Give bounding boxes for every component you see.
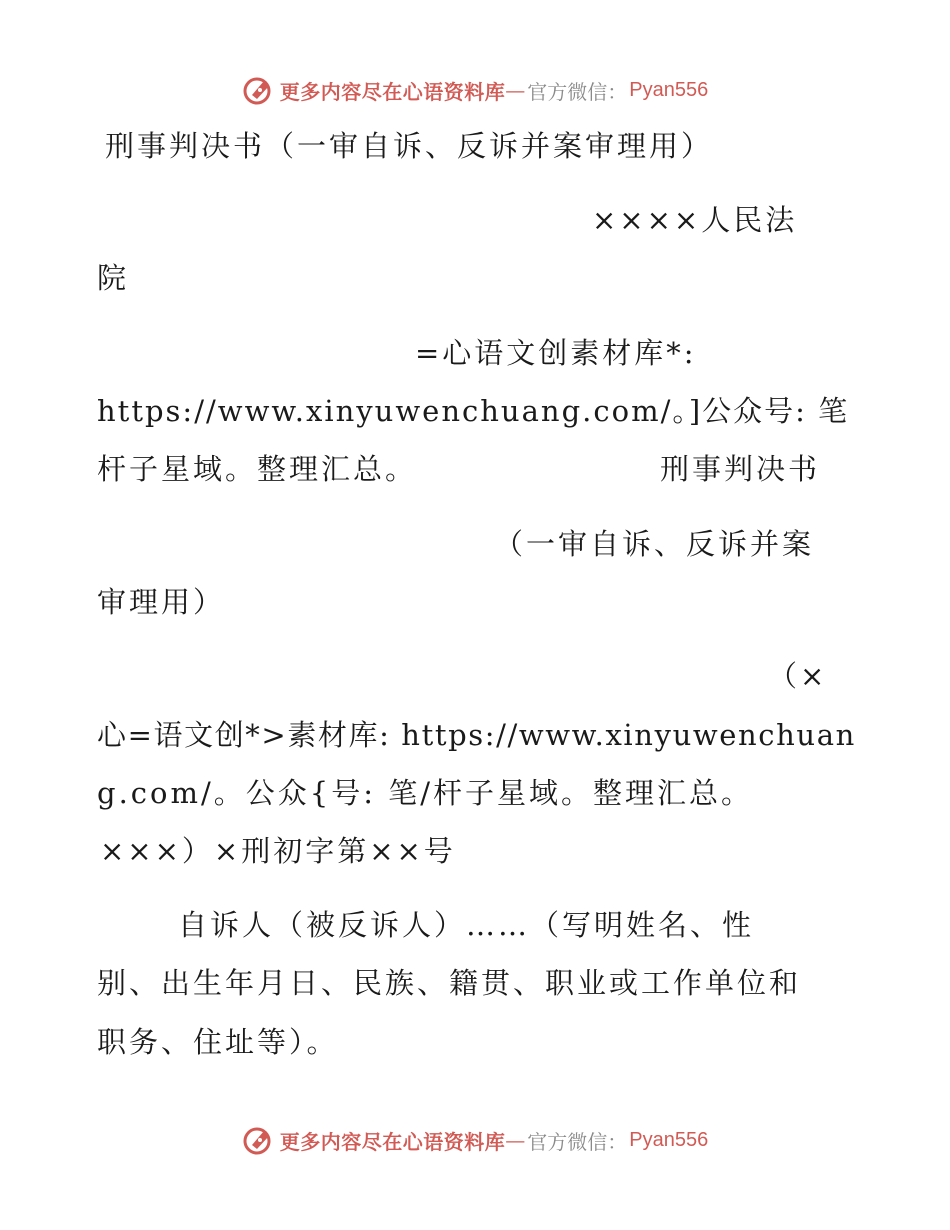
court-name-line1: ××××人民法 [592, 203, 798, 237]
subtitle-line2: 审理用） [97, 585, 226, 619]
watermark-text-line1: =心语文创素材库*: [415, 336, 697, 370]
banner-dash: — [505, 78, 526, 102]
banner-main-text: 更多内容尽在心语资料库 [279, 79, 506, 104]
watermark-text-line3: 杆子星域。整理汇总。 [97, 452, 418, 486]
paragraph-line1: 自诉人（被反诉人）……（写明姓名、性 [178, 908, 755, 942]
watermark-banner-bottom [0, 1120, 950, 1160]
banner-wechat-id: Pyan556 [629, 1128, 709, 1151]
banner-main-text: 更多内容尽在心语资料库 [279, 1129, 506, 1154]
subtitle-line1: （一审自诉、反诉并案 [494, 527, 815, 561]
case-number-line1: （× [768, 659, 828, 693]
case-number-line4: ×××）×刑初字第××号 [100, 834, 456, 868]
pen-nib-logo-icon [242, 73, 276, 107]
banner-label: 官方微信： [527, 79, 628, 104]
pen-nib-logo-icon [242, 1123, 276, 1157]
document-title: 刑事判决书（一审自诉、反诉并案审理用） [105, 129, 714, 163]
court-name-line2: 院 [97, 261, 130, 295]
subtitle-heading: 刑事判决书 [660, 452, 821, 486]
paragraph-line2: 别、出生年月日、民族、籍贯、职业或工作单位和 [97, 966, 802, 1000]
banner-label: 官方微信： [527, 1129, 628, 1154]
watermark-text-line2: https://www.xinyuwenchuang.com/。]公众号: 笔 [97, 394, 850, 428]
paragraph-line3: 职务、住址等）。 [97, 1025, 339, 1059]
banner-wechat-id: Pyan556 [629, 78, 709, 101]
banner-dash: — [505, 1128, 526, 1152]
case-number-line2: 心=语文创*>素材库: https://www.xinyuwenchuan [97, 718, 856, 752]
case-number-line3: g.com/。公众{号: 笔/杆子星域。整理汇总。 [97, 776, 753, 810]
watermark-banner-top [0, 70, 950, 110]
